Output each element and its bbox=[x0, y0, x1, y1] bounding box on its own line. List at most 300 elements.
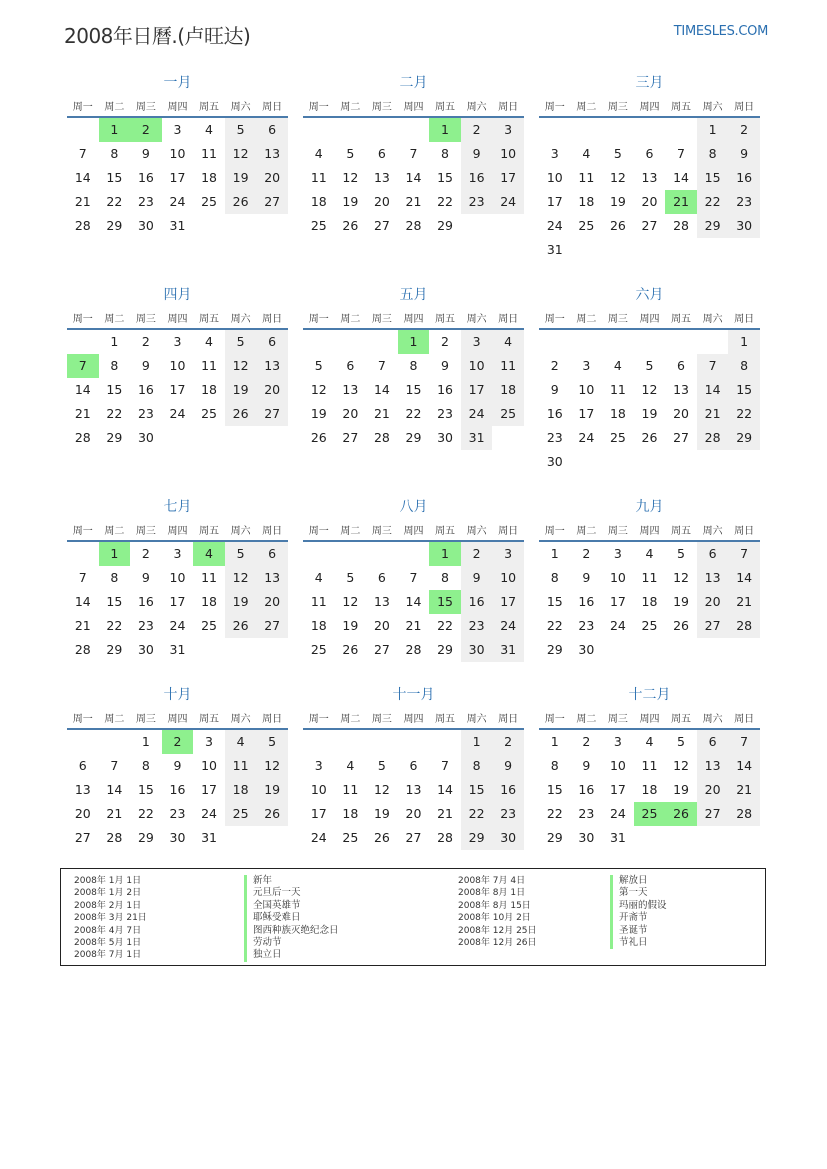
day-cell[interactable]: 15 bbox=[429, 590, 461, 614]
day-cell[interactable]: 23 bbox=[728, 190, 760, 214]
day-cell[interactable]: 9 bbox=[461, 566, 493, 590]
day-cell[interactable]: 12 bbox=[225, 354, 257, 378]
day-cell[interactable]: 9 bbox=[461, 142, 493, 166]
day-cell[interactable]: 22 bbox=[461, 802, 493, 826]
day-cell[interactable]: 24 bbox=[609, 806, 626, 821]
day-cell[interactable]: 28 bbox=[697, 426, 729, 450]
day-cell[interactable]: 4 bbox=[645, 734, 654, 749]
day-cell[interactable]: 4 bbox=[492, 330, 524, 354]
day-cell[interactable]: 25 bbox=[609, 430, 626, 445]
day-cell[interactable]: 15 bbox=[137, 782, 154, 797]
day-cell[interactable]: 26 bbox=[310, 430, 327, 445]
day-cell[interactable]: 6 bbox=[409, 758, 418, 773]
day-cell[interactable]: 23 bbox=[492, 802, 524, 826]
day-cell[interactable]: 19 bbox=[225, 590, 257, 614]
day-cell[interactable]: 11 bbox=[310, 170, 327, 185]
day-cell[interactable]: 17 bbox=[578, 406, 595, 421]
day-cell[interactable]: 28 bbox=[728, 802, 760, 826]
day-cell[interactable]: 14 bbox=[74, 170, 91, 185]
day-cell[interactable]: 23 bbox=[137, 618, 154, 633]
day-cell[interactable]: 11 bbox=[578, 170, 595, 185]
day-cell[interactable]: 26 bbox=[665, 802, 697, 826]
day-cell[interactable]: 25 bbox=[310, 642, 327, 657]
day-cell[interactable]: 27 bbox=[256, 402, 288, 426]
day-cell[interactable]: 14 bbox=[697, 378, 729, 402]
day-cell[interactable]: 10 bbox=[492, 566, 524, 590]
day-cell[interactable]: 21 bbox=[665, 190, 697, 214]
day-cell[interactable]: 2 bbox=[582, 734, 591, 749]
day-cell[interactable]: 18 bbox=[342, 806, 359, 821]
day-cell[interactable]: 30 bbox=[728, 214, 760, 238]
day-cell[interactable]: 30 bbox=[137, 218, 154, 233]
day-cell[interactable]: 11 bbox=[201, 358, 217, 373]
day-cell[interactable]: 18 bbox=[310, 618, 327, 633]
day-cell[interactable]: 16 bbox=[492, 778, 524, 802]
day-cell[interactable]: 15 bbox=[461, 778, 493, 802]
day-cell[interactable]: 31 bbox=[169, 642, 186, 657]
day-cell[interactable]: 9 bbox=[141, 358, 150, 373]
day-cell[interactable]: 12 bbox=[256, 754, 288, 778]
day-cell[interactable]: 12 bbox=[225, 142, 257, 166]
day-cell[interactable]: 8 bbox=[110, 146, 119, 161]
day-cell[interactable]: 25 bbox=[578, 218, 595, 233]
day-cell[interactable]: 3 bbox=[550, 146, 559, 161]
day-cell[interactable]: 12 bbox=[342, 170, 359, 185]
day-cell[interactable]: 9 bbox=[141, 570, 150, 585]
day-cell[interactable]: 23 bbox=[137, 194, 154, 209]
day-cell[interactable]: 31 bbox=[169, 218, 186, 233]
day-cell[interactable]: 8 bbox=[441, 570, 449, 585]
day-cell[interactable]: 12 bbox=[342, 594, 359, 609]
day-cell[interactable]: 9 bbox=[141, 146, 150, 161]
day-cell[interactable]: 22 bbox=[106, 194, 123, 209]
day-cell[interactable]: 8 bbox=[461, 754, 493, 778]
day-cell[interactable]: 11 bbox=[641, 570, 658, 585]
day-cell[interactable]: 11 bbox=[225, 754, 257, 778]
day-cell[interactable]: 19 bbox=[225, 378, 257, 402]
day-cell[interactable]: 13 bbox=[342, 382, 359, 397]
day-cell[interactable]: 28 bbox=[74, 430, 91, 445]
day-cell[interactable]: 14 bbox=[728, 754, 760, 778]
day-cell[interactable]: 24 bbox=[578, 430, 595, 445]
day-cell[interactable]: 7 bbox=[67, 354, 99, 378]
day-cell[interactable]: 13 bbox=[74, 782, 91, 797]
day-cell[interactable]: 17 bbox=[609, 594, 626, 609]
day-cell[interactable]: 10 bbox=[546, 170, 563, 185]
day-cell[interactable]: 31 bbox=[609, 830, 626, 845]
day-cell[interactable]: 20 bbox=[641, 194, 658, 209]
day-cell[interactable]: 25 bbox=[492, 402, 524, 426]
day-cell[interactable]: 25 bbox=[201, 618, 217, 633]
day-cell[interactable]: 5 bbox=[314, 358, 323, 373]
day-cell[interactable]: 19 bbox=[225, 166, 257, 190]
day-cell[interactable]: 13 bbox=[697, 566, 729, 590]
day-cell[interactable]: 8 bbox=[110, 358, 119, 373]
day-cell[interactable]: 3 bbox=[582, 358, 591, 373]
day-cell[interactable]: 26 bbox=[225, 402, 257, 426]
day-cell[interactable]: 17 bbox=[201, 782, 217, 797]
day-cell[interactable]: 9 bbox=[582, 758, 591, 773]
day-cell[interactable]: 8 bbox=[728, 354, 760, 378]
day-cell[interactable]: 27 bbox=[405, 830, 422, 845]
day-cell[interactable]: 5 bbox=[346, 570, 355, 585]
day-cell[interactable]: 12 bbox=[673, 758, 689, 773]
day-cell[interactable]: 9 bbox=[728, 142, 760, 166]
day-cell[interactable]: 5 bbox=[225, 542, 257, 566]
day-cell[interactable]: 18 bbox=[225, 778, 257, 802]
day-cell[interactable]: 10 bbox=[492, 142, 524, 166]
day-cell[interactable]: 3 bbox=[205, 734, 213, 749]
day-cell[interactable]: 22 bbox=[137, 806, 154, 821]
day-cell[interactable]: 30 bbox=[578, 642, 595, 657]
day-cell[interactable]: 1 bbox=[728, 330, 760, 354]
day-cell[interactable]: 25 bbox=[201, 194, 217, 209]
day-cell[interactable]: 6 bbox=[78, 758, 87, 773]
day-cell[interactable]: 12 bbox=[373, 782, 390, 797]
day-cell[interactable]: 9 bbox=[582, 570, 591, 585]
day-cell[interactable]: 28 bbox=[405, 642, 422, 657]
day-cell[interactable]: 27 bbox=[256, 190, 288, 214]
day-cell[interactable]: 2 bbox=[441, 334, 449, 349]
day-cell[interactable]: 4 bbox=[645, 546, 654, 561]
day-cell[interactable]: 22 bbox=[106, 618, 123, 633]
day-cell[interactable]: 21 bbox=[373, 406, 390, 421]
day-cell[interactable]: 10 bbox=[169, 146, 186, 161]
day-cell[interactable]: 19 bbox=[673, 594, 689, 609]
day-cell[interactable]: 4 bbox=[314, 146, 323, 161]
day-cell[interactable]: 13 bbox=[373, 594, 390, 609]
day-cell[interactable]: 3 bbox=[492, 542, 524, 566]
day-cell[interactable]: 14 bbox=[405, 170, 422, 185]
day-cell[interactable]: 10 bbox=[609, 758, 626, 773]
day-cell[interactable]: 24 bbox=[169, 406, 186, 421]
day-cell[interactable]: 18 bbox=[641, 782, 658, 797]
day-cell[interactable]: 12 bbox=[609, 170, 626, 185]
day-cell[interactable]: 4 bbox=[205, 334, 213, 349]
day-cell[interactable]: 21 bbox=[437, 806, 453, 821]
day-cell[interactable]: 1 bbox=[550, 546, 559, 561]
day-cell[interactable]: 17 bbox=[546, 194, 563, 209]
day-cell[interactable]: 16 bbox=[137, 594, 154, 609]
day-cell[interactable]: 9 bbox=[492, 754, 524, 778]
day-cell[interactable]: 27 bbox=[373, 218, 390, 233]
day-cell[interactable]: 26 bbox=[342, 642, 359, 657]
day-cell[interactable]: 21 bbox=[405, 618, 422, 633]
day-cell[interactable]: 13 bbox=[697, 754, 729, 778]
day-cell[interactable]: 6 bbox=[377, 570, 386, 585]
day-cell[interactable]: 5 bbox=[613, 146, 622, 161]
day-cell[interactable]: 10 bbox=[310, 782, 327, 797]
day-cell[interactable]: 30 bbox=[492, 826, 524, 850]
day-cell[interactable]: 15 bbox=[728, 378, 760, 402]
day-cell[interactable]: 1 bbox=[429, 118, 461, 142]
day-cell[interactable]: 31 bbox=[546, 242, 563, 257]
day-cell[interactable]: 8 bbox=[110, 570, 119, 585]
day-cell[interactable]: 8 bbox=[441, 146, 449, 161]
day-cell[interactable]: 12 bbox=[225, 566, 257, 590]
day-cell[interactable]: 23 bbox=[137, 406, 154, 421]
day-cell[interactable]: 1 bbox=[461, 730, 493, 754]
day-cell[interactable]: 13 bbox=[256, 354, 288, 378]
day-cell[interactable]: 6 bbox=[346, 358, 355, 373]
day-cell[interactable]: 6 bbox=[256, 542, 288, 566]
day-cell[interactable]: 29 bbox=[106, 430, 123, 445]
day-cell[interactable]: 6 bbox=[697, 542, 729, 566]
day-cell[interactable]: 10 bbox=[201, 758, 217, 773]
day-cell[interactable]: 10 bbox=[461, 354, 493, 378]
day-cell[interactable]: 7 bbox=[677, 146, 685, 161]
day-cell[interactable]: 15 bbox=[546, 782, 563, 797]
day-cell[interactable]: 11 bbox=[492, 354, 524, 378]
day-cell[interactable]: 20 bbox=[256, 590, 288, 614]
day-cell[interactable]: 21 bbox=[106, 806, 123, 821]
day-cell[interactable]: 21 bbox=[697, 402, 729, 426]
day-cell[interactable]: 29 bbox=[546, 642, 563, 657]
day-cell[interactable]: 26 bbox=[225, 614, 257, 638]
day-cell[interactable]: 28 bbox=[106, 830, 123, 845]
day-cell[interactable]: 15 bbox=[437, 170, 453, 185]
day-cell[interactable]: 3 bbox=[613, 734, 622, 749]
day-cell[interactable]: 2 bbox=[582, 546, 591, 561]
day-cell[interactable]: 5 bbox=[677, 546, 685, 561]
day-cell[interactable]: 5 bbox=[225, 330, 257, 354]
day-cell[interactable]: 6 bbox=[256, 330, 288, 354]
day-cell[interactable]: 27 bbox=[641, 218, 658, 233]
day-cell[interactable]: 11 bbox=[342, 782, 359, 797]
day-cell[interactable]: 7 bbox=[409, 570, 418, 585]
day-cell[interactable]: 7 bbox=[728, 730, 760, 754]
day-cell[interactable]: 27 bbox=[342, 430, 359, 445]
day-cell[interactable]: 5 bbox=[677, 734, 685, 749]
day-cell[interactable]: 23 bbox=[546, 430, 563, 445]
day-cell[interactable]: 17 bbox=[310, 806, 327, 821]
day-cell[interactable]: 27 bbox=[697, 614, 729, 638]
day-cell[interactable]: 17 bbox=[492, 590, 524, 614]
day-cell[interactable]: 7 bbox=[78, 570, 87, 585]
day-cell[interactable]: 14 bbox=[728, 566, 760, 590]
day-cell[interactable]: 18 bbox=[201, 594, 217, 609]
day-cell[interactable]: 30 bbox=[137, 430, 154, 445]
day-cell[interactable]: 5 bbox=[346, 146, 355, 161]
day-cell[interactable]: 11 bbox=[310, 594, 327, 609]
day-cell[interactable]: 28 bbox=[728, 614, 760, 638]
day-cell[interactable]: 25 bbox=[342, 830, 359, 845]
day-cell[interactable]: 3 bbox=[314, 758, 323, 773]
day-cell[interactable]: 1 bbox=[141, 734, 150, 749]
day-cell[interactable]: 8 bbox=[550, 758, 559, 773]
day-cell[interactable]: 21 bbox=[728, 590, 760, 614]
day-cell[interactable]: 20 bbox=[697, 590, 729, 614]
day-cell[interactable]: 18 bbox=[201, 170, 217, 185]
day-cell[interactable]: 15 bbox=[106, 382, 123, 397]
day-cell[interactable]: 15 bbox=[405, 382, 422, 397]
day-cell[interactable]: 17 bbox=[461, 378, 493, 402]
day-cell[interactable]: 13 bbox=[405, 782, 422, 797]
day-cell[interactable]: 7 bbox=[377, 358, 386, 373]
day-cell[interactable]: 2 bbox=[728, 118, 760, 142]
day-cell[interactable]: 9 bbox=[173, 758, 182, 773]
day-cell[interactable]: 8 bbox=[141, 758, 150, 773]
day-cell[interactable]: 22 bbox=[437, 618, 453, 633]
day-cell[interactable]: 13 bbox=[641, 170, 658, 185]
day-cell[interactable]: 26 bbox=[609, 218, 626, 233]
day-cell[interactable]: 12 bbox=[310, 382, 327, 397]
day-cell[interactable]: 22 bbox=[405, 406, 422, 421]
day-cell[interactable]: 18 bbox=[609, 406, 626, 421]
day-cell[interactable]: 21 bbox=[405, 194, 422, 209]
day-cell[interactable]: 7 bbox=[78, 146, 87, 161]
day-cell[interactable]: 21 bbox=[74, 406, 91, 421]
day-cell[interactable]: 20 bbox=[673, 406, 689, 421]
day-cell[interactable]: 18 bbox=[310, 194, 327, 209]
day-cell[interactable]: 30 bbox=[578, 830, 595, 845]
day-cell[interactable]: 2 bbox=[461, 542, 493, 566]
day-cell[interactable]: 25 bbox=[634, 802, 666, 826]
day-cell[interactable]: 20 bbox=[405, 806, 422, 821]
day-cell[interactable]: 1 bbox=[697, 118, 729, 142]
day-cell[interactable]: 29 bbox=[728, 426, 760, 450]
day-cell[interactable]: 24 bbox=[492, 614, 524, 638]
day-cell[interactable]: 4 bbox=[193, 542, 225, 566]
day-cell[interactable]: 16 bbox=[578, 782, 595, 797]
day-cell[interactable]: 17 bbox=[169, 594, 186, 609]
day-cell[interactable]: 5 bbox=[377, 758, 386, 773]
day-cell[interactable]: 30 bbox=[546, 454, 563, 469]
day-cell[interactable]: 4 bbox=[346, 758, 355, 773]
day-cell[interactable]: 29 bbox=[405, 430, 422, 445]
site-link[interactable]: TIMESLES.COM bbox=[673, 24, 768, 39]
day-cell[interactable]: 22 bbox=[728, 402, 760, 426]
day-cell[interactable]: 23 bbox=[437, 406, 453, 421]
day-cell[interactable]: 16 bbox=[169, 782, 186, 797]
day-cell[interactable]: 23 bbox=[169, 806, 186, 821]
day-cell[interactable]: 25 bbox=[641, 618, 658, 633]
day-cell[interactable]: 9 bbox=[441, 358, 449, 373]
day-cell[interactable]: 16 bbox=[137, 382, 154, 397]
day-cell[interactable]: 13 bbox=[256, 566, 288, 590]
day-cell[interactable]: 10 bbox=[609, 570, 626, 585]
day-cell[interactable]: 22 bbox=[697, 190, 729, 214]
day-cell[interactable]: 7 bbox=[409, 146, 418, 161]
day-cell[interactable]: 1 bbox=[99, 542, 131, 566]
day-cell[interactable]: 28 bbox=[373, 430, 390, 445]
day-cell[interactable]: 3 bbox=[461, 330, 493, 354]
day-cell[interactable]: 18 bbox=[492, 378, 524, 402]
day-cell[interactable]: 29 bbox=[697, 214, 729, 238]
day-cell[interactable]: 17 bbox=[609, 782, 626, 797]
day-cell[interactable]: 8 bbox=[697, 142, 729, 166]
day-cell[interactable]: 26 bbox=[673, 618, 689, 633]
day-cell[interactable]: 20 bbox=[256, 166, 288, 190]
day-cell[interactable]: 29 bbox=[546, 830, 563, 845]
day-cell[interactable]: 24 bbox=[169, 618, 186, 633]
day-cell[interactable]: 7 bbox=[441, 758, 449, 773]
day-cell[interactable]: 28 bbox=[74, 642, 91, 657]
day-cell[interactable]: 4 bbox=[314, 570, 323, 585]
day-cell[interactable]: 23 bbox=[578, 806, 595, 821]
day-cell[interactable]: 24 bbox=[310, 830, 327, 845]
day-cell[interactable]: 29 bbox=[461, 826, 493, 850]
day-cell[interactable]: 13 bbox=[256, 142, 288, 166]
day-cell[interactable]: 3 bbox=[173, 546, 182, 561]
day-cell[interactable]: 2 bbox=[550, 358, 559, 373]
day-cell[interactable]: 6 bbox=[697, 730, 729, 754]
day-cell[interactable]: 24 bbox=[609, 618, 626, 633]
day-cell[interactable]: 2 bbox=[461, 118, 493, 142]
day-cell[interactable]: 23 bbox=[461, 190, 493, 214]
day-cell[interactable]: 12 bbox=[641, 382, 658, 397]
day-cell[interactable]: 26 bbox=[641, 430, 658, 445]
day-cell[interactable]: 29 bbox=[437, 218, 453, 233]
day-cell[interactable]: 24 bbox=[169, 194, 186, 209]
day-cell[interactable]: 2 bbox=[492, 730, 524, 754]
day-cell[interactable]: 28 bbox=[74, 218, 91, 233]
day-cell[interactable]: 30 bbox=[437, 430, 453, 445]
day-cell[interactable]: 19 bbox=[373, 806, 390, 821]
day-cell[interactable]: 14 bbox=[373, 382, 390, 397]
day-cell[interactable]: 17 bbox=[169, 170, 186, 185]
day-cell[interactable]: 6 bbox=[677, 358, 685, 373]
day-cell[interactable]: 14 bbox=[437, 782, 453, 797]
day-cell[interactable]: 31 bbox=[201, 830, 217, 845]
day-cell[interactable]: 8 bbox=[550, 570, 559, 585]
day-cell[interactable]: 3 bbox=[613, 546, 622, 561]
day-cell[interactable]: 19 bbox=[609, 194, 626, 209]
day-cell[interactable]: 16 bbox=[546, 406, 563, 421]
day-cell[interactable]: 29 bbox=[106, 642, 123, 657]
day-cell[interactable]: 20 bbox=[373, 194, 390, 209]
day-cell[interactable]: 20 bbox=[256, 378, 288, 402]
day-cell[interactable]: 24 bbox=[546, 218, 563, 233]
day-cell[interactable]: 19 bbox=[256, 778, 288, 802]
day-cell[interactable]: 15 bbox=[546, 594, 563, 609]
day-cell[interactable]: 26 bbox=[256, 802, 288, 826]
day-cell[interactable]: 26 bbox=[225, 190, 257, 214]
day-cell[interactable]: 1 bbox=[398, 330, 430, 354]
day-cell[interactable]: 26 bbox=[342, 218, 359, 233]
day-cell[interactable]: 30 bbox=[461, 638, 493, 662]
day-cell[interactable]: 8 bbox=[409, 358, 418, 373]
day-cell[interactable]: 22 bbox=[546, 806, 563, 821]
day-cell[interactable]: 15 bbox=[106, 170, 123, 185]
day-cell[interactable]: 11 bbox=[201, 570, 217, 585]
day-cell[interactable]: 18 bbox=[641, 594, 658, 609]
day-cell[interactable]: 24 bbox=[492, 190, 524, 214]
day-cell[interactable]: 29 bbox=[106, 218, 123, 233]
day-cell[interactable]: 13 bbox=[373, 170, 390, 185]
day-cell[interactable]: 15 bbox=[697, 166, 729, 190]
day-cell[interactable]: 7 bbox=[110, 758, 119, 773]
day-cell[interactable]: 9 bbox=[550, 382, 559, 397]
day-cell[interactable]: 27 bbox=[673, 430, 689, 445]
day-cell[interactable]: 12 bbox=[673, 570, 689, 585]
day-cell[interactable]: 18 bbox=[201, 382, 217, 397]
day-cell[interactable]: 14 bbox=[673, 170, 689, 185]
day-cell[interactable]: 1 bbox=[99, 118, 131, 142]
day-cell[interactable]: 2 bbox=[141, 334, 150, 349]
day-cell[interactable]: 4 bbox=[613, 358, 622, 373]
day-cell[interactable]: 28 bbox=[405, 218, 422, 233]
day-cell[interactable]: 7 bbox=[697, 354, 729, 378]
day-cell[interactable]: 19 bbox=[310, 406, 327, 421]
day-cell[interactable]: 16 bbox=[728, 166, 760, 190]
day-cell[interactable]: 30 bbox=[169, 830, 186, 845]
day-cell[interactable]: 20 bbox=[373, 618, 390, 633]
day-cell[interactable]: 2 bbox=[141, 546, 150, 561]
day-cell[interactable]: 18 bbox=[578, 194, 595, 209]
day-cell[interactable]: 16 bbox=[461, 166, 493, 190]
day-cell[interactable]: 23 bbox=[578, 618, 595, 633]
